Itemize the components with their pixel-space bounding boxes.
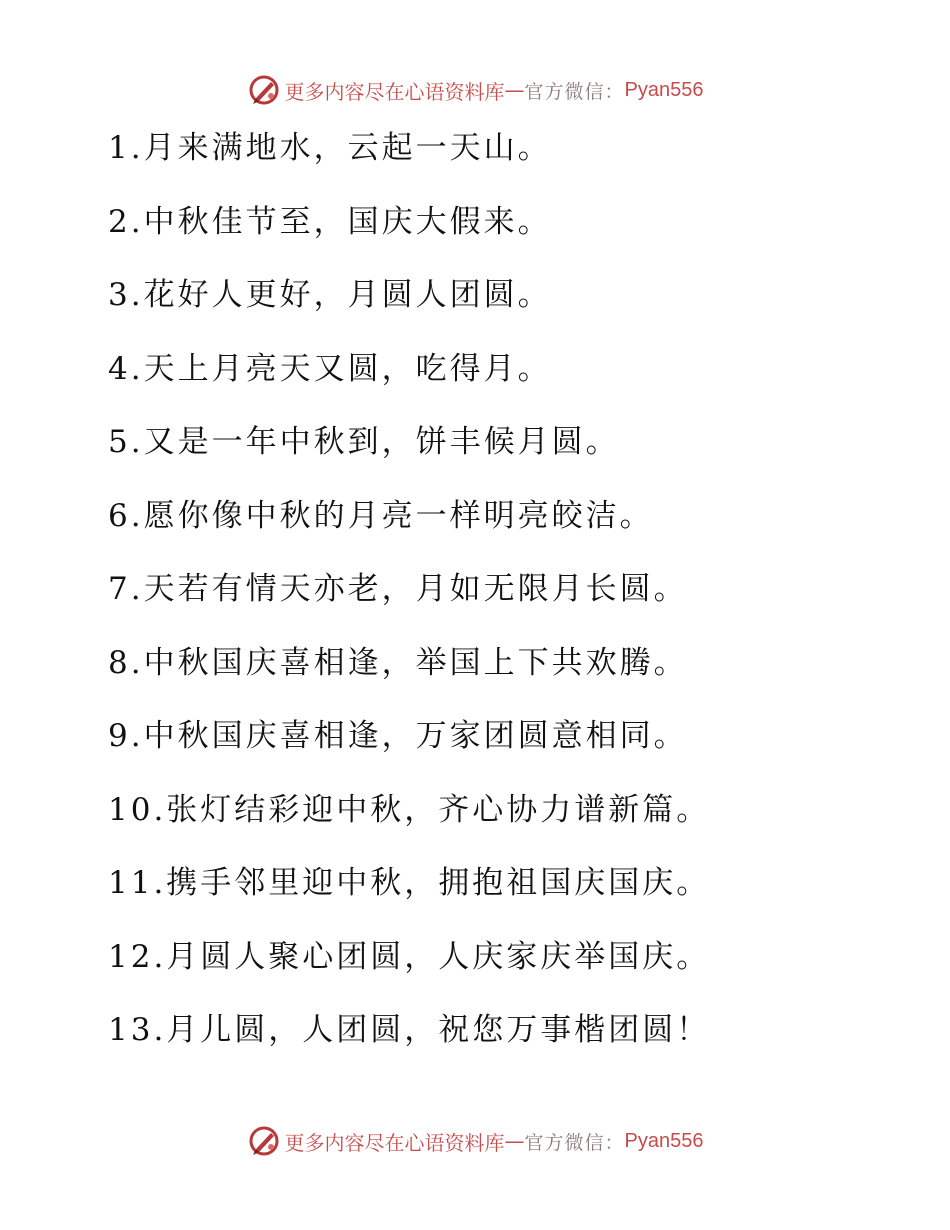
list-item: 11.携手邻里迎中秋，拥抱祖国庆国庆。 (108, 865, 711, 901)
list-item: 6.愿你像中秋的月亮一样明亮皎洁。 (108, 497, 654, 534)
list-item: 13.月儿圆，人团圆，祝您万事楷团圆！ (108, 1012, 711, 1048)
pen-logo-icon (247, 73, 281, 107)
header-wechat-id: Pyan556 (624, 78, 704, 101)
header-wechat-label: 官方微信： (524, 80, 625, 103)
footer-dash: — (504, 1129, 525, 1153)
list-item: 5.又是一年中秋到，饼丰候月圆。 (108, 424, 620, 460)
footer-wechat-label: 官方微信： (524, 1131, 625, 1154)
list-item: 7.天若有情天亦老，月如无限月长圆。 (108, 571, 688, 607)
list-item: 2.中秋佳节至，国庆大假来。 (108, 203, 552, 240)
header-banner (0, 70, 950, 110)
footer-site-text: 更多内容尽在心语资料库 (284, 1130, 505, 1155)
list-item: 10.张灯结彩迎中秋，齐心协力谱新篇。 (108, 791, 711, 828)
greeting-list (108, 126, 908, 1082)
header-site-text: 更多内容尽在心语资料库 (284, 79, 505, 104)
list-item: 1.月来满地水，云起一天山。 (108, 130, 552, 166)
footer-banner (0, 1121, 950, 1161)
pen-logo-icon (247, 1124, 281, 1158)
list-item: 9.中秋国庆喜相逢，万家团圆意相同。 (108, 718, 688, 754)
list-item: 4.天上月亮天又圆，吃得月。 (108, 350, 552, 387)
header-dash: — (504, 78, 525, 102)
list-item: 12.月圆人聚心团圆，人庆家庆举国庆。 (108, 938, 711, 975)
footer-wechat-id: Pyan556 (624, 1129, 704, 1152)
list-item: 8.中秋国庆喜相逢，举国上下共欢腾。 (108, 644, 688, 681)
list-item: 3.花好人更好，月圆人团圆。 (108, 277, 552, 313)
